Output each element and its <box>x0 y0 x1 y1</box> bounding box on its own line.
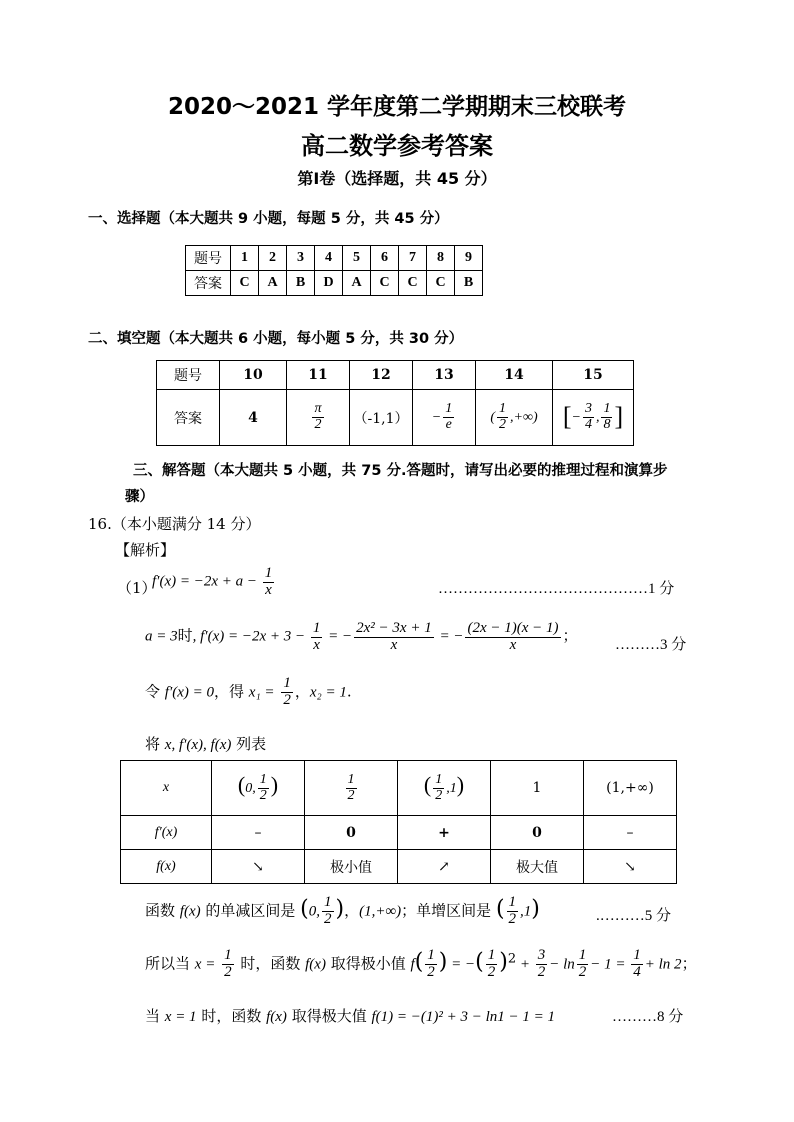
table-row <box>157 361 634 390</box>
answer-cell: （-1,1） <box>350 390 413 446</box>
answer-cell: A <box>259 271 287 296</box>
part-heading: 第Ⅰ卷（选择题，共 45 分） <box>297 169 497 188</box>
question-number: 2 <box>259 246 287 271</box>
table-cell: 0 <box>491 816 584 850</box>
answer-cell: C <box>399 271 427 296</box>
monotonic-intervals: 函数 f(x) 的单减区间是 (0, $\frac{1}{2}$ )，(1,+∞)；单增区间是 ( $\frac{1}{2}$ ,1) <box>145 894 540 927</box>
question-number: 3 <box>287 246 315 271</box>
question-number: 1 <box>231 246 259 271</box>
question-number: 12 <box>350 361 413 390</box>
table-cell: ( $\frac{1}{2}$ ,1) <box>398 761 491 816</box>
document-title: 2020～2021 学年度第二学期期末三校联考 <box>167 94 627 120</box>
fill-answer-table <box>156 360 634 446</box>
answer-cell: ( $\frac{1}{2}$ ,+∞) <box>476 390 553 446</box>
answer-cell: C <box>427 271 455 296</box>
analysis-label: 【解析】 <box>115 541 176 559</box>
choice-answer-table <box>185 245 483 296</box>
row-label: 答案 <box>186 271 231 296</box>
question-number: 5 <box>343 246 371 271</box>
section2-heading: 二、填空题（本大题共 6 小题，每小题 5 分，共 30 分） <box>88 331 464 347</box>
derivative-formula: f′(x) = −2x + a − $\frac{1}{x}$ <box>152 565 273 598</box>
table-cell: 1 <box>491 761 584 816</box>
table-row <box>186 246 483 271</box>
table-cell: 0 <box>305 816 398 850</box>
score-mark: ………8 分 <box>612 1009 684 1025</box>
question-number: 15 <box>553 361 634 390</box>
table-cell: $\frac{1}{2}$ <box>305 761 398 816</box>
table-cell: 极大值 <box>491 850 584 884</box>
row-label: f(x) <box>121 850 212 884</box>
table-cell: + <box>398 816 491 850</box>
row-label: x <box>121 761 212 816</box>
table-row <box>121 761 677 816</box>
row-label: f′(x) <box>121 816 212 850</box>
document-subtitle: 高二数学参考答案 <box>301 132 493 160</box>
table-cell: 极小值 <box>305 850 398 884</box>
part-label: （1） <box>117 579 157 597</box>
question-number: 8 <box>427 246 455 271</box>
section3-heading-line1: 三、解答题（本大题共 5 小题，共 75 分.答题时，请写出必要的推理过程和演算步 <box>133 463 668 479</box>
question-title: 16.（本小题满分 14 分） <box>88 515 261 533</box>
maximum-value: 当 x = 1 时，函数 f(x) 取得极大值 f(1) = −(1)² + 3 − ln1 − 1 = 1 <box>145 1007 556 1025</box>
table-intro: 将 x, f′(x), f(x) 列表 <box>145 735 267 753</box>
question-number: 11 <box>287 361 350 390</box>
table-row <box>121 816 677 850</box>
row-label: 题号 <box>186 246 231 271</box>
score-mark: .………5 分 <box>596 908 672 924</box>
answer-cell: 4 <box>220 390 287 446</box>
answer-cell: B <box>455 271 483 296</box>
answer-cell: − $\frac{1}{e}$ <box>413 390 476 446</box>
variation-table <box>120 760 677 884</box>
minimum-value: 所以当 x = $\frac{1}{2}$ 时，函数 f(x) 取得极小值 f( $\frac{1}{2}$ ) = −( $\frac{1}{2}$ )$^2$ + $\frac{3}{2}$ − ln $\frac{1}{2}$ − 1 = $\frac{1}{4}$ + ln 2； <box>145 947 697 980</box>
table-cell: – <box>584 816 677 850</box>
row-label: 题号 <box>157 361 220 390</box>
derivative-substitution: a = 3时, f′(x) = −2x + 3 − $\frac{1}{x}$ = − $\frac{\text{2x² − 3x + 1}}{x}$ = − $\frac{(2x - 1)(x - 1)}{x}$ ； <box>145 620 578 653</box>
table-row <box>121 850 677 884</box>
question-number: 10 <box>220 361 287 390</box>
question-number: 6 <box>371 246 399 271</box>
section1-heading: 一、选择题（本大题共 9 小题，每题 5 分，共 45 分） <box>88 211 449 227</box>
table-cell: (1,+∞) <box>584 761 677 816</box>
score-mark: ……………………………………1 分 <box>438 581 675 597</box>
table-row <box>157 390 634 446</box>
question-number: 7 <box>399 246 427 271</box>
question-number: 14 <box>476 361 553 390</box>
answer-cell: [− $\frac{3}{4}$ , $\frac{1}{8}$ ] <box>553 390 634 446</box>
answer-cell: D <box>315 271 343 296</box>
question-number: 9 <box>455 246 483 271</box>
section3-heading-line2: 骤） <box>125 489 154 505</box>
table-cell: ↗ <box>398 850 491 884</box>
answer-cell: B <box>287 271 315 296</box>
table-cell: ↘ <box>212 850 305 884</box>
table-cell: (0, $\frac{1}{2}$ ) <box>212 761 305 816</box>
row-label: 答案 <box>157 390 220 446</box>
answer-cell: $\frac{\pi}{2}$ <box>287 390 350 446</box>
question-number: 4 <box>315 246 343 271</box>
answer-cell: A <box>343 271 371 296</box>
critical-points: 令 f′(x) = 0，得 x₁ = $\frac{1}{2}$ ，x₂ = 1. <box>145 675 352 708</box>
answer-cell: C <box>231 271 259 296</box>
table-cell: – <box>212 816 305 850</box>
table-row <box>186 271 483 296</box>
question-number: 13 <box>413 361 476 390</box>
table-cell: ↘ <box>584 850 677 884</box>
answer-cell: C <box>371 271 399 296</box>
score-mark: ………3 分 <box>615 637 687 653</box>
